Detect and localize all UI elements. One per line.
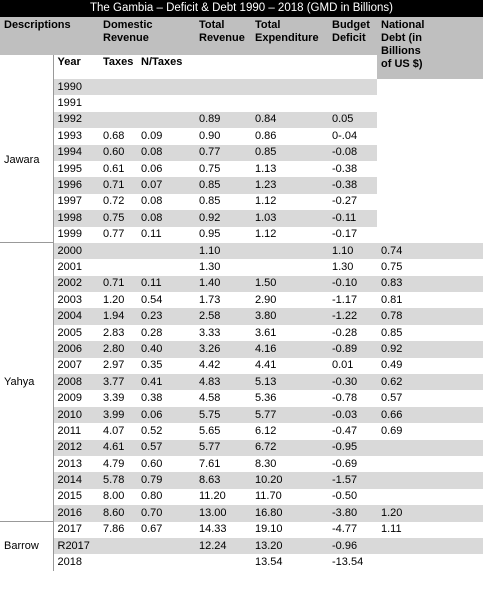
deficit-cell: -0.38 <box>332 162 358 175</box>
revenue-cell: 14.33 <box>199 523 227 536</box>
debt-cell: 0.78 <box>377 308 483 324</box>
ntaxes-cell: 0.08 <box>137 210 195 226</box>
year-cell: 2002 <box>53 276 99 292</box>
total-revenue-line1: Total <box>199 19 225 31</box>
taxes-cell: 0.77 <box>103 228 125 241</box>
ntaxes-cell: 0.57 <box>137 440 195 456</box>
debt-cell <box>377 538 483 554</box>
budget-deficit-line1: Budget <box>332 19 370 31</box>
taxes-cell <box>99 95 137 111</box>
expenditure-cell: 4.16 <box>251 341 328 357</box>
expenditure-cell: 0.85 <box>251 145 328 161</box>
president-name: Jawara <box>0 79 53 243</box>
year-cell: 1992 <box>53 112 99 128</box>
year-cell: 2010 <box>53 407 99 423</box>
ntaxes-cell: 0.07 <box>137 177 195 193</box>
taxes-cell: 8.60 <box>99 505 137 521</box>
deficit-cell: -4.77 <box>332 523 358 536</box>
ntaxes-cell: 0.11 <box>137 276 195 292</box>
expenditure-cell: 5.77 <box>251 407 328 423</box>
taxes-cell: 4.79 <box>103 457 125 470</box>
debt-cell: 0.81 <box>381 293 403 306</box>
national-debt-line1: National <box>381 19 425 31</box>
debt-cell <box>377 194 483 210</box>
year-cell: 1994 <box>53 145 99 161</box>
revenue-cell: 7.61 <box>199 457 221 470</box>
expenditure-cell: 2.90 <box>255 293 277 306</box>
year-cell: 1998 <box>53 210 99 226</box>
deficit-cell: -13.54 <box>332 556 364 569</box>
table-row <box>0 276 483 292</box>
national-debt-line4: of US $) <box>381 58 423 70</box>
expenditure-cell: 19.10 <box>255 523 283 536</box>
debt-cell: 0.74 <box>377 243 483 259</box>
taxes-cell: 0.72 <box>103 195 125 208</box>
debt-cell: 0.62 <box>377 374 483 390</box>
table-row <box>0 472 483 488</box>
national-debt-line2: Debt (in <box>381 32 422 44</box>
ntaxes-cell <box>137 554 195 570</box>
taxes-cell <box>99 554 137 570</box>
ntaxes-cell <box>137 259 195 275</box>
ntaxes-cell: 0.28 <box>141 326 163 339</box>
table-row <box>0 227 483 243</box>
ntaxes-cell: 0.11 <box>141 228 162 241</box>
ntaxes-cell <box>137 538 195 554</box>
revenue-cell: 5.65 <box>199 424 221 437</box>
ntaxes-cell: 0.67 <box>141 523 163 536</box>
taxes-cell <box>99 112 137 128</box>
taxes-cell: 2.80 <box>99 341 137 357</box>
revenue-cell: 3.26 <box>195 341 251 357</box>
header-row <box>0 17 483 55</box>
deficit-cell: -1.17 <box>332 293 358 306</box>
debt-cell <box>377 112 483 128</box>
revenue-cell <box>195 95 251 111</box>
descriptions-label: Descriptions <box>4 19 71 31</box>
table-row <box>0 243 483 259</box>
taxes-cell <box>99 259 137 275</box>
debt-cell <box>377 210 483 226</box>
expenditure-cell: 10.20 <box>251 472 328 488</box>
deficit-cell: -3.80 <box>328 505 377 521</box>
table-row <box>0 440 483 456</box>
revenue-cell: 0.92 <box>195 210 251 226</box>
taxes-cell <box>99 79 137 95</box>
taxes-cell <box>99 243 137 259</box>
header-national-debt <box>377 17 483 79</box>
taxes-cell: 4.61 <box>99 440 137 456</box>
debt-cell <box>377 145 483 161</box>
year-cell: 1997 <box>57 195 82 208</box>
deficit-cell: -1.22 <box>328 308 377 324</box>
revenue-cell: 1.30 <box>199 260 221 273</box>
debt-cell <box>377 128 483 144</box>
taxes-cell: 0.71 <box>99 276 137 292</box>
revenue-cell: 5.77 <box>195 440 251 456</box>
taxes-cell: 0.61 <box>103 162 125 175</box>
revenue-cell: 5.75 <box>195 407 251 423</box>
deficit-cell: 0-.04 <box>332 129 358 142</box>
year-cell: 1993 <box>57 129 82 142</box>
deficit-cell <box>328 95 377 111</box>
ntaxes-cell: 0.23 <box>137 308 195 324</box>
year-cell: 2009 <box>57 392 82 405</box>
table-row <box>0 128 483 144</box>
expenditure-cell: 1.12 <box>255 195 277 208</box>
taxes-cell: 7.86 <box>103 523 125 536</box>
president-name: Barrow <box>0 522 53 571</box>
debt-cell: 0.69 <box>381 424 403 437</box>
expenditure-cell: 16.80 <box>251 505 328 521</box>
table-row <box>0 259 483 275</box>
expenditure-cell: 1.13 <box>255 162 277 175</box>
year-cell: 2011 <box>57 424 82 437</box>
expenditure-cell: 8.30 <box>255 457 277 470</box>
revenue-cell: 1.10 <box>195 243 251 259</box>
deficit-cell: -0.47 <box>332 424 358 437</box>
table-row <box>0 341 483 357</box>
year-cell: 2003 <box>57 293 82 306</box>
taxes-cell: 3.39 <box>103 392 125 405</box>
taxes-cell: 3.99 <box>99 407 137 423</box>
year-cell: 2012 <box>53 440 99 456</box>
subheader-ntaxes: N/Taxes <box>141 56 183 68</box>
table-row <box>0 456 483 472</box>
taxes-cell: 1.94 <box>99 308 137 324</box>
revenue-cell: 4.58 <box>199 392 221 405</box>
expenditure-cell: 3.61 <box>255 326 277 339</box>
total-revenue-line2: Revenue <box>199 32 245 44</box>
table-title: The Gambia – Deficit & Debt 1990 – 2018 (GMD in Billions) <box>0 0 483 17</box>
ntaxes-cell: 0.79 <box>137 472 195 488</box>
table-row <box>0 194 483 210</box>
revenue-cell: 2.58 <box>195 308 251 324</box>
expenditure-cell: 5.36 <box>255 392 277 405</box>
table-row <box>0 407 483 423</box>
president-name: Yahya <box>0 243 53 522</box>
table-row <box>0 374 483 390</box>
year-cell: 2016 <box>53 505 99 521</box>
debt-cell: 0.57 <box>381 392 403 405</box>
taxes-cell: 2.83 <box>103 326 125 339</box>
revenue-cell: 1.73 <box>199 293 221 306</box>
revenue-cell: 0.89 <box>195 112 251 128</box>
ntaxes-cell <box>137 95 195 111</box>
expenditure-cell: 3.80 <box>251 308 328 324</box>
year-cell: 2001 <box>57 260 82 273</box>
deficit-debt-table <box>0 17 483 571</box>
revenue-cell: 0.95 <box>199 228 221 241</box>
debt-cell <box>377 440 483 456</box>
deficit-cell: -0.08 <box>328 145 377 161</box>
budget-deficit-line2: Deficit <box>332 32 366 44</box>
expenditure-cell: 1.12 <box>255 228 277 241</box>
deficit-cell: -0.50 <box>332 490 358 503</box>
year-cell: 1990 <box>53 79 99 95</box>
subheader-year: Year <box>57 56 81 68</box>
table-row <box>0 79 483 95</box>
year-cell: 2000 <box>53 243 99 259</box>
ntaxes-cell: 0.35 <box>141 359 163 372</box>
deficit-cell: -0.95 <box>328 440 377 456</box>
ntaxes-cell: 0.38 <box>141 392 163 405</box>
table-row <box>0 538 483 554</box>
debt-cell <box>377 489 483 505</box>
revenue-cell: 11.20 <box>199 490 226 503</box>
national-debt-line3: Billions <box>381 45 421 57</box>
ntaxes-cell: 0.08 <box>137 145 195 161</box>
table-row <box>0 423 483 439</box>
taxes-cell: 0.68 <box>103 129 125 142</box>
debt-cell <box>377 554 483 570</box>
ntaxes-cell: 0.60 <box>141 457 163 470</box>
table-row <box>0 112 483 128</box>
debt-cell: 0.75 <box>381 260 403 273</box>
year-cell: 2014 <box>53 472 99 488</box>
ntaxes-cell: 0.54 <box>141 293 163 306</box>
domestic-revenue-line2: Revenue <box>103 32 149 44</box>
expenditure-cell <box>251 259 328 275</box>
table-row <box>0 522 483 538</box>
ntaxes-cell: 0.08 <box>141 195 163 208</box>
table-row <box>0 358 483 374</box>
revenue-cell <box>195 554 251 570</box>
ntaxes-cell: 0.09 <box>141 129 163 142</box>
expenditure-cell <box>251 79 328 95</box>
ntaxes-cell: 0.70 <box>137 505 195 521</box>
table-row <box>0 554 483 570</box>
table-row <box>0 292 483 308</box>
revenue-cell: 3.33 <box>199 326 221 339</box>
table-row <box>0 161 483 177</box>
deficit-cell: -0.11 <box>328 210 377 226</box>
ntaxes-cell <box>137 112 195 128</box>
subheader-blank <box>195 55 377 79</box>
header-budget-deficit <box>328 17 377 55</box>
deficit-cell: -0.96 <box>328 538 377 554</box>
ntaxes-cell: 0.80 <box>141 490 163 503</box>
expenditure-cell: 1.03 <box>251 210 328 226</box>
header-domestic-revenue <box>99 17 195 55</box>
year-cell: 1996 <box>53 177 99 193</box>
revenue-cell <box>195 79 251 95</box>
expenditure-cell: 4.41 <box>255 359 277 372</box>
table-row <box>0 177 483 193</box>
debt-cell: 0.85 <box>381 326 403 339</box>
table-row <box>0 489 483 505</box>
total-expenditure-line1: Total <box>255 19 281 31</box>
debt-cell <box>377 177 483 193</box>
expenditure-cell: 6.12 <box>255 424 277 437</box>
deficit-cell: -0.78 <box>332 392 358 405</box>
revenue-cell: 0.90 <box>199 129 221 142</box>
ntaxes-cell: 0.06 <box>137 407 195 423</box>
expenditure-cell <box>251 243 328 259</box>
year-cell: 2013 <box>57 457 82 470</box>
revenue-cell: 0.85 <box>195 177 251 193</box>
deficit-cell: 1.10 <box>328 243 377 259</box>
debt-cell: 0.92 <box>377 341 483 357</box>
ntaxes-cell: 0.06 <box>141 162 163 175</box>
revenue-cell: 0.85 <box>199 195 221 208</box>
expenditure-cell: 13.54 <box>255 556 283 569</box>
revenue-cell: 4.42 <box>199 359 221 372</box>
president-cell-top <box>0 55 53 79</box>
expenditure-cell: 0.86 <box>255 129 277 142</box>
year-cell: 1999 <box>57 228 82 241</box>
revenue-cell: 13.00 <box>195 505 251 521</box>
revenue-cell: 12.24 <box>195 538 251 554</box>
debt-cell <box>377 227 483 243</box>
table-row <box>0 145 483 161</box>
deficit-cell: 0.05 <box>328 112 377 128</box>
taxes-cell: 8.00 <box>103 490 125 503</box>
revenue-cell: 4.83 <box>195 374 251 390</box>
revenue-cell: 0.77 <box>195 145 251 161</box>
deficit-cell: -0.10 <box>328 276 377 292</box>
deficit-cell: -0.27 <box>332 195 358 208</box>
header-total-revenue <box>195 17 251 55</box>
expenditure-cell: 0.84 <box>251 112 328 128</box>
expenditure-cell <box>251 95 328 111</box>
taxes-cell: 0.71 <box>99 177 137 193</box>
year-cell: 1995 <box>57 162 82 175</box>
year-cell: 2015 <box>57 490 82 503</box>
year-cell: 2005 <box>57 326 82 339</box>
expenditure-cell: 11.70 <box>255 490 282 503</box>
table-row <box>0 210 483 226</box>
debt-cell: 1.11 <box>381 523 402 536</box>
debt-cell: 0.83 <box>377 276 483 292</box>
year-cell: 2004 <box>53 308 99 324</box>
deficit-cell: -0.30 <box>328 374 377 390</box>
ntaxes-cell <box>137 79 195 95</box>
deficit-cell <box>328 79 377 95</box>
table-row <box>0 505 483 521</box>
deficit-cell: -0.69 <box>332 457 358 470</box>
revenue-cell: 8.63 <box>195 472 251 488</box>
deficit-cell: -0.17 <box>332 228 358 241</box>
table-row <box>0 308 483 324</box>
deficit-cell: -0.38 <box>328 177 377 193</box>
table-row <box>0 325 483 341</box>
deficit-cell: 1.30 <box>332 260 354 273</box>
ntaxes-cell <box>137 243 195 259</box>
header-total-expenditure <box>251 17 328 55</box>
deficit-cell: -0.03 <box>328 407 377 423</box>
expenditure-cell: 1.50 <box>251 276 328 292</box>
debt-cell: 1.20 <box>377 505 483 521</box>
table-row <box>0 95 483 111</box>
deficit-cell: -0.89 <box>328 341 377 357</box>
deficit-cell: -1.57 <box>328 472 377 488</box>
year-cell: 2017 <box>57 523 82 536</box>
taxes-cell <box>99 538 137 554</box>
expenditure-cell: 1.23 <box>251 177 328 193</box>
domestic-revenue-line1: Domestic <box>103 19 153 31</box>
year-cell: 2018 <box>57 556 82 569</box>
expenditure-cell: 13.20 <box>251 538 328 554</box>
subheader-taxes: Taxes <box>103 56 134 68</box>
debt-cell <box>377 472 483 488</box>
ntaxes-cell: 0.40 <box>137 341 195 357</box>
year-cell: 2007 <box>57 359 82 372</box>
year-cell: R2017 <box>53 538 99 554</box>
debt-cell <box>377 456 483 472</box>
deficit-cell: -0.28 <box>332 326 358 339</box>
taxes-cell: 4.07 <box>103 424 125 437</box>
revenue-cell: 0.75 <box>199 162 221 175</box>
revenue-cell: 1.40 <box>195 276 251 292</box>
taxes-cell: 1.20 <box>103 293 125 306</box>
taxes-cell: 2.97 <box>103 359 125 372</box>
ntaxes-cell: 0.52 <box>141 424 163 437</box>
year-cell: 2006 <box>53 341 99 357</box>
debt-cell: 0.49 <box>381 359 403 372</box>
taxes-cell: 3.77 <box>99 374 137 390</box>
debt-cell <box>377 95 483 111</box>
deficit-cell: 0.01 <box>332 359 354 372</box>
total-expenditure-line2: Expenditure <box>255 32 319 44</box>
ntaxes-cell: 0.41 <box>137 374 195 390</box>
expenditure-cell: 5.13 <box>251 374 328 390</box>
taxes-cell: 0.60 <box>99 145 137 161</box>
year-cell: 1991 <box>57 97 82 110</box>
debt-cell <box>377 161 483 177</box>
year-cell: 2008 <box>53 374 99 390</box>
debt-cell: 0.66 <box>377 407 483 423</box>
taxes-cell: 5.78 <box>99 472 137 488</box>
table-row <box>0 390 483 406</box>
debt-cell <box>377 79 483 95</box>
expenditure-cell: 6.72 <box>251 440 328 456</box>
header-descriptions <box>0 17 99 55</box>
taxes-cell: 0.75 <box>99 210 137 226</box>
